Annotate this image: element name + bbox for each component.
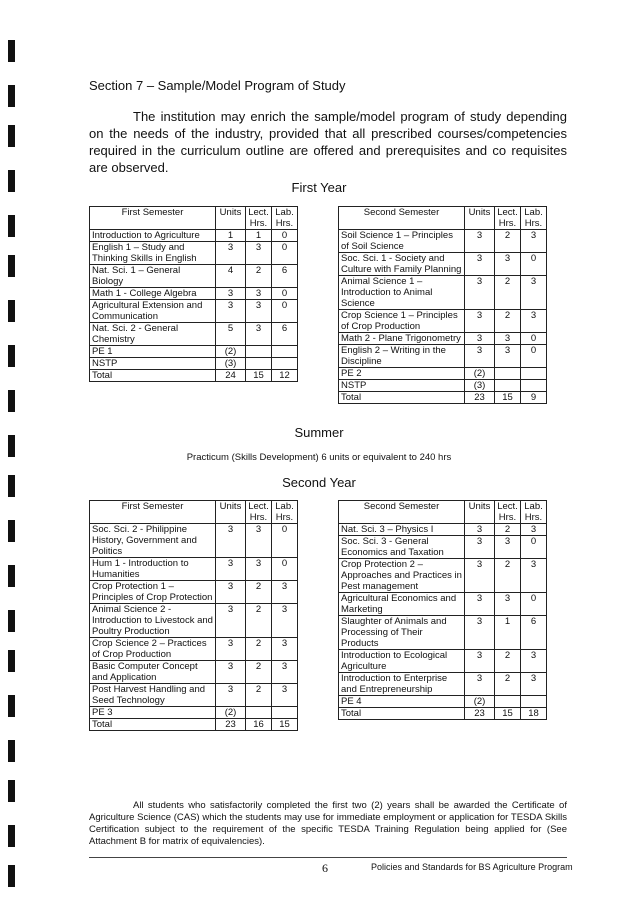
course-cell: English 1 – Study and Thinking Skills in English (90, 242, 216, 265)
footer-text: Policies and Standards for BS Agriculture Program (371, 862, 573, 872)
lect-hrs-cell: 2 (495, 276, 521, 310)
lab-hrs-cell: 18 (521, 708, 547, 720)
header-lect: Lect. Hrs. (246, 207, 272, 230)
lab-hrs-cell: 0 (272, 524, 298, 558)
lab-hrs-cell: 12 (272, 370, 298, 382)
cas-note: All students who satisfactorily completed the first two (2) years shall be awarded the Certificate of Agriculture Science (CAS) which the students may use for immediate employment or application for TESDA Skills Certification subject to the requirement of the specific TESDA Training Regulation being applied for (See Attachment B for matrix of equivalencies). (89, 800, 567, 847)
lect-hrs-cell: 2 (495, 559, 521, 593)
binder-mark (8, 695, 15, 717)
table-body (90, 230, 298, 382)
table-row (339, 276, 547, 310)
binder-mark (8, 780, 15, 802)
first-year-second-semester-table (338, 206, 547, 404)
lab-hrs-cell (272, 358, 298, 370)
lab-hrs-cell: 3 (521, 559, 547, 593)
units-cell: 4 (216, 265, 246, 288)
binder-mark (8, 825, 15, 847)
lab-hrs-cell: 3 (521, 673, 547, 696)
course-cell: PE 1 (90, 346, 216, 358)
header-units: Units (465, 207, 495, 230)
table-row (90, 707, 298, 719)
course-cell: Hum 1 - Introduction to Humanities (90, 558, 216, 581)
units-cell: 3 (216, 661, 246, 684)
binder-mark (8, 215, 15, 237)
course-cell: English 2 – Writing in the Discipline (339, 345, 465, 368)
practicum-text: Practicum (Skills Development) 6 units or equivalent to 240 hrs (186, 452, 452, 463)
lect-hrs-cell (495, 696, 521, 708)
lab-hrs-cell: 3 (272, 661, 298, 684)
lect-hrs-cell: 3 (246, 323, 272, 346)
table-row (90, 300, 298, 323)
lab-hrs-cell: 0 (272, 242, 298, 265)
lab-hrs-cell (521, 696, 547, 708)
lect-hrs-cell: 3 (246, 242, 272, 265)
course-cell: PE 2 (339, 368, 465, 380)
binder-mark (8, 650, 15, 672)
units-cell: 1 (216, 230, 246, 242)
units-cell: 23 (465, 392, 495, 404)
lab-hrs-cell: 0 (521, 253, 547, 276)
lect-hrs-cell (246, 358, 272, 370)
units-cell: 23 (216, 719, 246, 731)
course-cell: Total (339, 708, 465, 720)
lect-hrs-cell: 2 (495, 310, 521, 333)
table-row (339, 380, 547, 392)
course-cell: Slaughter of Animals and Processing of Their Products (339, 616, 465, 650)
table-row (339, 708, 547, 720)
lab-hrs-cell: 0 (521, 593, 547, 616)
table-row (339, 524, 547, 536)
units-cell: 3 (465, 524, 495, 536)
lab-hrs-cell: 6 (272, 265, 298, 288)
header-course: First Semester (90, 207, 216, 230)
binder-mark (8, 865, 15, 887)
lect-hrs-cell: 3 (495, 345, 521, 368)
lab-hrs-cell: 0 (272, 558, 298, 581)
lab-hrs-cell: 3 (521, 650, 547, 673)
section-title: Section 7 – Sample/Model Program of Study (89, 78, 346, 93)
binder-mark (8, 85, 15, 107)
units-cell: 24 (216, 370, 246, 382)
lect-hrs-cell: 15 (495, 708, 521, 720)
table-row (90, 604, 298, 638)
lect-hrs-cell: 2 (495, 230, 521, 253)
course-cell: Soil Science 1 – Principles of Soil Science (339, 230, 465, 253)
course-cell: Animal Science 2 - Introduction to Livestock and Poultry Production (90, 604, 216, 638)
units-cell: 3 (216, 581, 246, 604)
lab-hrs-cell: 0 (521, 345, 547, 368)
course-cell: NSTP (339, 380, 465, 392)
table-row (339, 230, 547, 253)
lect-hrs-cell (246, 707, 272, 719)
lect-hrs-cell: 2 (246, 661, 272, 684)
table-row (90, 323, 298, 346)
binder-mark (8, 255, 15, 277)
table-row (90, 370, 298, 382)
lect-hrs-cell: 2 (495, 650, 521, 673)
table-row (339, 593, 547, 616)
units-cell: (2) (465, 368, 495, 380)
units-cell: (3) (465, 380, 495, 392)
binder-mark (8, 520, 15, 542)
table-header-row (339, 501, 547, 524)
lect-hrs-cell: 16 (246, 719, 272, 731)
binder-mark (8, 125, 15, 147)
units-cell: 5 (216, 323, 246, 346)
units-cell: 3 (465, 230, 495, 253)
header-lab: Lab. Hrs. (521, 207, 547, 230)
table-row (339, 310, 547, 333)
table-body (339, 230, 547, 404)
table-row (90, 230, 298, 242)
lect-hrs-cell: 3 (246, 288, 272, 300)
table-row (339, 696, 547, 708)
course-cell: Soc. Sci. 2 - Philippine History, Government and Politics (90, 524, 216, 558)
units-cell: 3 (465, 593, 495, 616)
table-header-row (339, 207, 547, 230)
lect-hrs-cell: 2 (246, 604, 272, 638)
page-number: 6 (322, 861, 328, 875)
header-units: Units (216, 501, 246, 524)
lect-hrs-cell: 2 (246, 638, 272, 661)
units-cell: 3 (465, 536, 495, 559)
intro-paragraph: The institution may enrich the sample/model program of study depending on the needs of the industry, provided that all prescribed courses/competencies required in the curriculum outline are offered and prerequisites and co requisites are observed. (89, 109, 567, 175)
lab-hrs-cell: 3 (272, 581, 298, 604)
units-cell: (2) (465, 696, 495, 708)
table-row (339, 673, 547, 696)
header-lab: Lab. Hrs. (272, 207, 298, 230)
course-cell: Introduction to Ecological Agriculture (339, 650, 465, 673)
lect-hrs-cell: 1 (495, 616, 521, 650)
lect-hrs-cell: 3 (495, 536, 521, 559)
binder-mark (8, 565, 15, 587)
lab-hrs-cell (272, 707, 298, 719)
second-year-second-semester-table (338, 500, 547, 720)
course-cell: Total (90, 370, 216, 382)
lect-hrs-cell: 3 (495, 333, 521, 345)
lab-hrs-cell: 3 (521, 524, 547, 536)
course-cell: Math 2 - Plane Trigonometry (339, 333, 465, 345)
lab-hrs-cell: 3 (521, 230, 547, 253)
table-row (339, 345, 547, 368)
binder-mark (8, 610, 15, 632)
table-row (339, 333, 547, 345)
table-body (90, 524, 298, 731)
lab-hrs-cell: 3 (272, 638, 298, 661)
lab-hrs-cell: 9 (521, 392, 547, 404)
course-cell: Animal Science 1 – Introduction to Animal Science (339, 276, 465, 310)
lect-hrs-cell: 15 (246, 370, 272, 382)
second-year-title: Second Year (282, 475, 356, 490)
lab-hrs-cell: 3 (272, 604, 298, 638)
course-cell: PE 4 (339, 696, 465, 708)
units-cell: 3 (465, 345, 495, 368)
units-cell: 3 (465, 276, 495, 310)
course-cell: Crop Protection 2 – Approaches and Practices in Pest management (339, 559, 465, 593)
lab-hrs-cell (521, 368, 547, 380)
lab-hrs-cell: 6 (521, 616, 547, 650)
course-cell: Basic Computer Concept and Application (90, 661, 216, 684)
course-cell: Total (339, 392, 465, 404)
course-cell: Agricultural Extension and Communication (90, 300, 216, 323)
lect-hrs-cell: 2 (246, 581, 272, 604)
lab-hrs-cell: 6 (272, 323, 298, 346)
units-cell: 3 (216, 242, 246, 265)
units-cell: 3 (465, 333, 495, 345)
lect-hrs-cell: 3 (495, 253, 521, 276)
binder-mark (8, 345, 15, 367)
units-cell: 3 (216, 684, 246, 707)
units-cell: 3 (465, 559, 495, 593)
units-cell: 3 (465, 310, 495, 333)
table-row (90, 524, 298, 558)
units-cell: 3 (216, 524, 246, 558)
lect-hrs-cell (495, 368, 521, 380)
table-row (90, 558, 298, 581)
table-row (339, 253, 547, 276)
binder-mark (8, 740, 15, 762)
header-lab: Lab. Hrs. (272, 501, 298, 524)
summer-title: Summer (294, 425, 344, 440)
lect-hrs-cell: 15 (495, 392, 521, 404)
table-row (339, 368, 547, 380)
table-row (339, 616, 547, 650)
header-course: First Semester (90, 501, 216, 524)
lect-hrs-cell: 3 (246, 524, 272, 558)
lab-hrs-cell: 0 (521, 536, 547, 559)
course-cell: NSTP (90, 358, 216, 370)
first-year-title: First Year (291, 180, 347, 195)
lab-hrs-cell: 15 (272, 719, 298, 731)
course-cell: Nat. Sci. 3 – Physics I (339, 524, 465, 536)
course-cell: Total (90, 719, 216, 731)
table-header-row (90, 207, 298, 230)
units-cell: 3 (216, 638, 246, 661)
header-units: Units (465, 501, 495, 524)
table-row (90, 684, 298, 707)
units-cell: 3 (216, 288, 246, 300)
lab-hrs-cell: 0 (272, 230, 298, 242)
lab-hrs-cell: 3 (272, 684, 298, 707)
footer-rule (89, 857, 567, 858)
table-row (90, 288, 298, 300)
table-row (90, 265, 298, 288)
units-cell: (2) (216, 346, 246, 358)
lect-hrs-cell: 3 (495, 593, 521, 616)
units-cell: 23 (465, 708, 495, 720)
first-year-first-semester-table (89, 206, 298, 382)
units-cell: 3 (465, 650, 495, 673)
units-cell: 3 (216, 558, 246, 581)
lect-hrs-cell: 3 (246, 558, 272, 581)
course-cell: Nat. Sci. 1 – General Biology (90, 265, 216, 288)
units-cell: 3 (216, 604, 246, 638)
course-cell: Introduction to Agriculture (90, 230, 216, 242)
header-units: Units (216, 207, 246, 230)
units-cell: 3 (216, 300, 246, 323)
course-cell: PE 3 (90, 707, 216, 719)
units-cell: 3 (465, 673, 495, 696)
header-lect: Lect. Hrs. (495, 501, 521, 524)
units-cell: (3) (216, 358, 246, 370)
units-cell: 3 (465, 253, 495, 276)
course-cell: Math 1 - College Algebra (90, 288, 216, 300)
lab-hrs-cell: 3 (521, 310, 547, 333)
lab-hrs-cell: 3 (521, 276, 547, 310)
table-row (90, 242, 298, 265)
units-cell: (2) (216, 707, 246, 719)
lab-hrs-cell: 0 (272, 300, 298, 323)
table-row (339, 650, 547, 673)
table-row (339, 392, 547, 404)
binder-mark (8, 40, 15, 62)
binder-mark (8, 390, 15, 412)
lab-hrs-cell (272, 346, 298, 358)
header-course: Second Semester (339, 501, 465, 524)
course-cell: Post Harvest Handling and Seed Technology (90, 684, 216, 707)
header-lab: Lab. Hrs. (521, 501, 547, 524)
lect-hrs-cell: 1 (246, 230, 272, 242)
table-row (90, 719, 298, 731)
course-cell: Crop Protection 1 – Principles of Crop Protection (90, 581, 216, 604)
course-cell: Soc. Sci. 3 - General Economics and Taxation (339, 536, 465, 559)
table-row (90, 358, 298, 370)
second-year-first-semester-table (89, 500, 298, 731)
lab-hrs-cell: 0 (521, 333, 547, 345)
table-row (339, 536, 547, 559)
table-row (90, 346, 298, 358)
course-cell: Agricultural Economics and Marketing (339, 593, 465, 616)
course-cell: Introduction to Enterprise and Entrepreneurship (339, 673, 465, 696)
table-row (90, 581, 298, 604)
units-cell: 3 (465, 616, 495, 650)
lect-hrs-cell: 2 (246, 265, 272, 288)
table-row (90, 638, 298, 661)
header-lect: Lect. Hrs. (246, 501, 272, 524)
table-row (90, 661, 298, 684)
course-cell: Crop Science 2 – Practices of Crop Production (90, 638, 216, 661)
lect-hrs-cell (495, 380, 521, 392)
header-lect: Lect. Hrs. (495, 207, 521, 230)
course-cell: Nat. Sci. 2 - General Chemistry (90, 323, 216, 346)
lect-hrs-cell: 3 (246, 300, 272, 323)
course-cell: Crop Science 1 – Principles of Crop Production (339, 310, 465, 333)
lect-hrs-cell (246, 346, 272, 358)
lect-hrs-cell: 2 (495, 524, 521, 536)
table-header-row (90, 501, 298, 524)
table-body (339, 524, 547, 720)
lab-hrs-cell (521, 380, 547, 392)
header-course: Second Semester (339, 207, 465, 230)
lect-hrs-cell: 2 (495, 673, 521, 696)
lect-hrs-cell: 2 (246, 684, 272, 707)
table-row (339, 559, 547, 593)
course-cell: Soc. Sci. 1 - Society and Culture with Family Planning (339, 253, 465, 276)
binder-mark (8, 300, 15, 322)
lab-hrs-cell: 0 (272, 288, 298, 300)
